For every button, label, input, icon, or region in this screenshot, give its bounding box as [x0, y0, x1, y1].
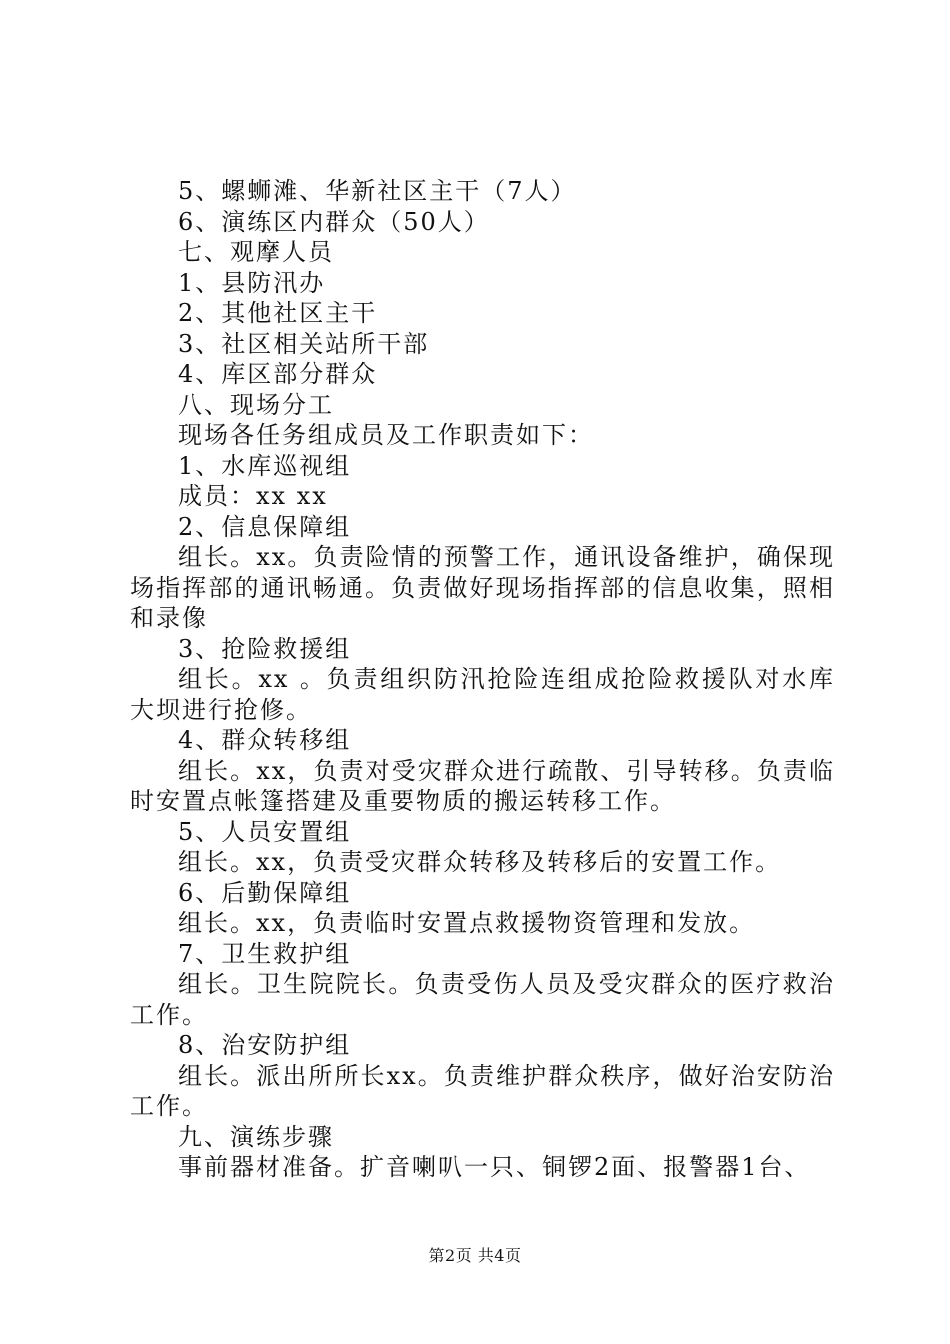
text-line: 2、信息保障组: [178, 512, 352, 541]
body-paragraph: 组长。xx 。负责组织防汛抢险连组成抢险救援队对水库大坝进行抢修。: [130, 665, 835, 724]
body-paragraph: 组长。xx，负责对受灾群众进行疏散、引导转移。负责临时安置点帐篷搭建及重要物质的搬运转移工作。: [130, 756, 835, 815]
body-paragraph: 组长。卫生院院长。负责受伤人员及受灾群众的医疗救治工作。: [130, 970, 835, 1029]
text-line: 组长。xx，负责受灾群众转移及转移后的安置工作。: [178, 848, 782, 876]
text-line: 成员：xx xx: [178, 482, 328, 510]
text-line: 6、演练区内群众（50人）: [178, 207, 490, 236]
text-line: 5、人员安置组: [178, 817, 352, 846]
text-line: 8、治安防护组: [178, 1031, 352, 1059]
text-line: 7、卫生救护组: [178, 939, 352, 968]
text-line: 4、库区部分群众: [178, 360, 378, 388]
text-line: 九、演练步骤: [178, 1122, 334, 1151]
text-line: 6、后勤保障组: [178, 878, 352, 907]
text-line: 1、水库巡视组: [178, 451, 352, 480]
text-line: 组长。xx，负责临时安置点救援物资管理和发放。: [178, 909, 756, 937]
text-line: 2、其他社区主干: [178, 299, 378, 327]
body-paragraph: 组长。xx。负责险情的预警工作，通讯设备维护，确保现场指挥部的通讯畅通。负责做好现场指挥部的信息收集，照相和录像: [130, 543, 835, 632]
text-line: 4、群众转移组: [178, 726, 352, 754]
text-line: 5、螺蛳滩、华新社区主干（7人）: [178, 177, 577, 205]
text-line: 八、现场分工: [178, 390, 334, 419]
text-line: 3、社区相关站所干部: [178, 329, 430, 358]
text-line: 1、县防汛办: [178, 268, 326, 297]
text-line: 3、抢险救援组: [178, 634, 352, 663]
text-line: 现场各任务组成员及工作职责如下：: [178, 421, 594, 449]
text-line: 事前器材准备。扩音喇叭一只、铜锣2面、报警器1台、: [178, 1153, 811, 1181]
text-line: 七、观摩人员: [178, 238, 334, 266]
page-footer: 第2页 共4页: [428, 1246, 522, 1265]
document-body: [130, 176, 835, 1183]
body-paragraph: 组长。派出所所长xx。负责维护群众秩序，做好治安防治工作。: [130, 1061, 835, 1120]
